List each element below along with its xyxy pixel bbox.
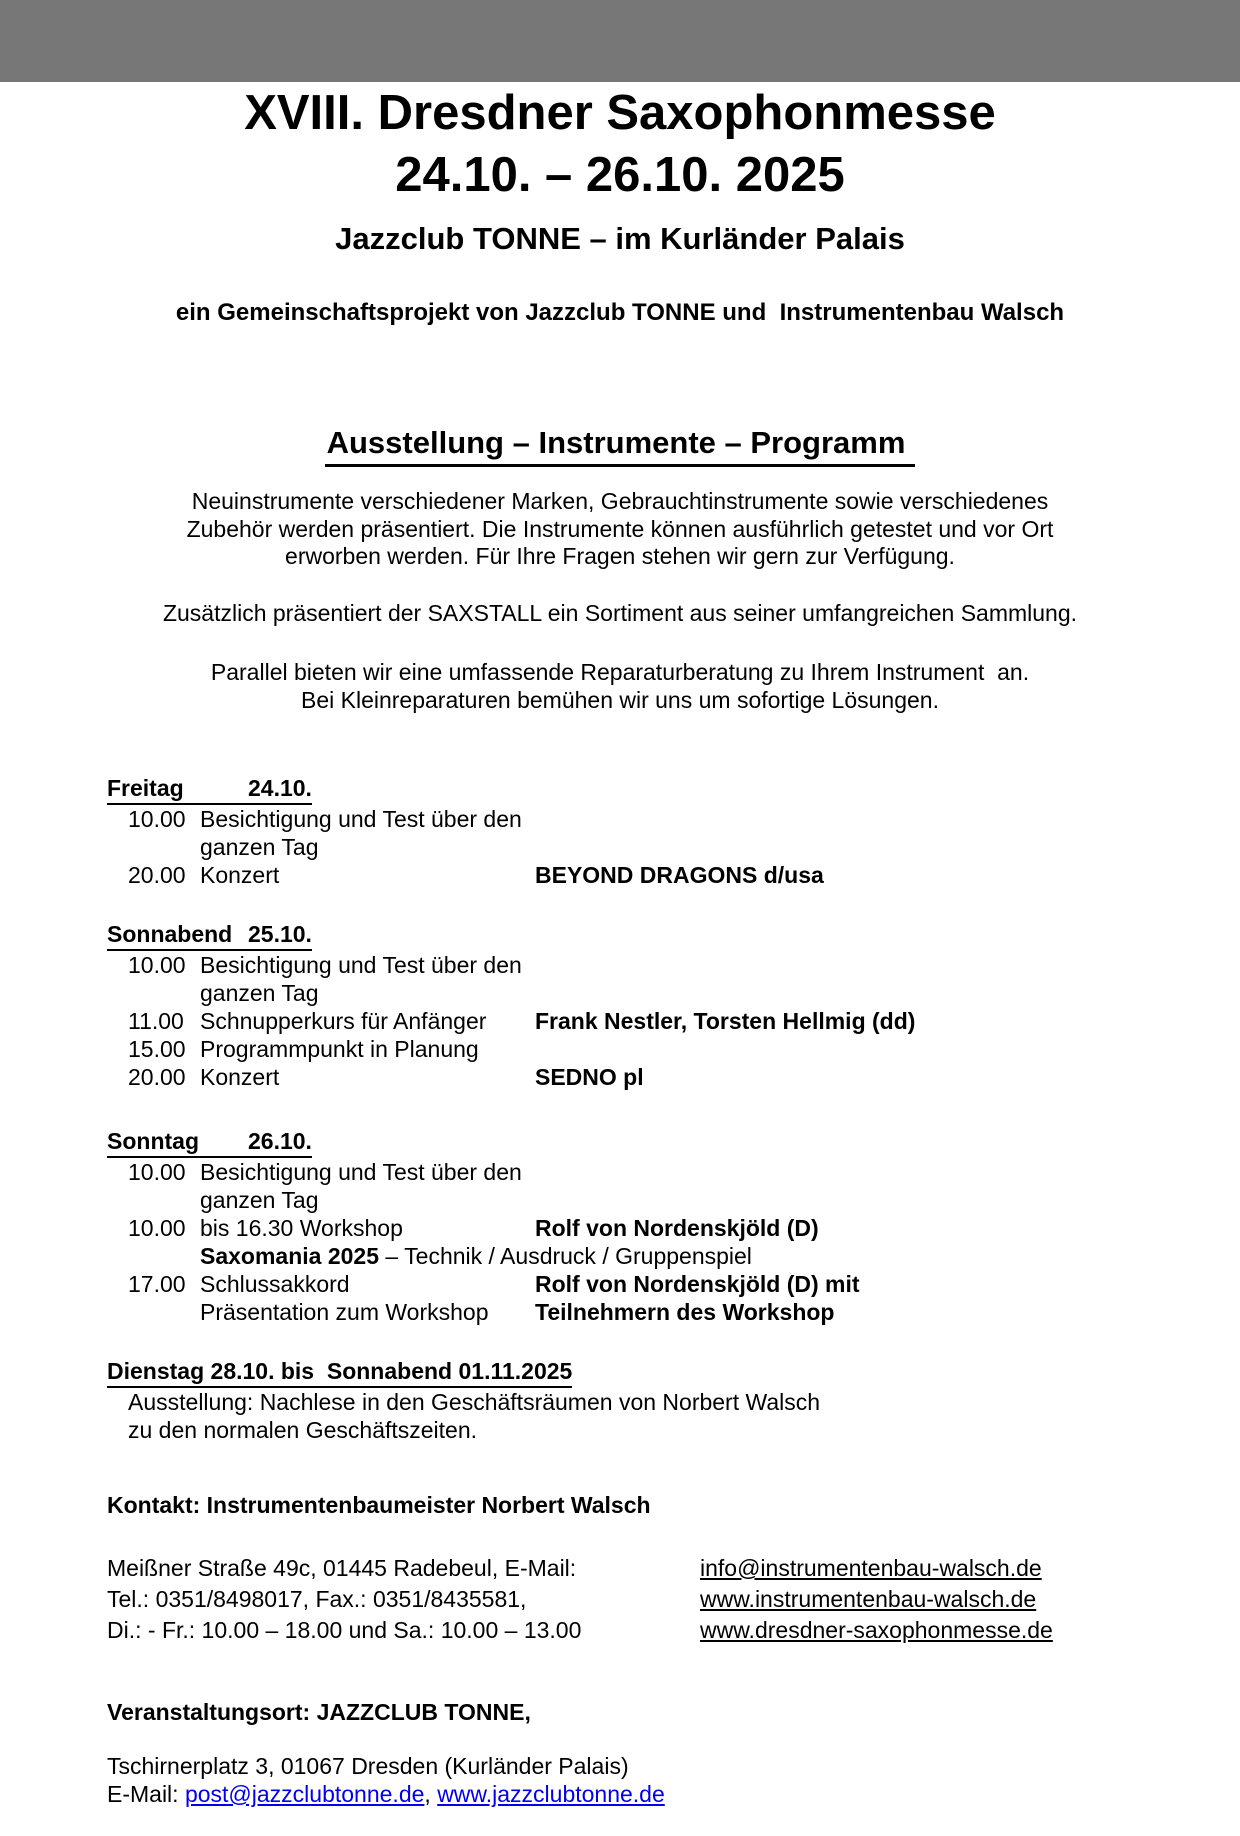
- schedule-row: [107, 1063, 1133, 1091]
- intro-line: Zubehör werden präsentiert. Die Instrumente können ausführlich getestet und vor Ort: [186, 515, 1054, 542]
- artist-cell: [535, 1035, 1133, 1063]
- saxstall-note: Zusätzlich präsentiert der SAXSTALL ein Sortiment aus seiner umfangreichen Sammlung.: [162, 599, 1078, 626]
- kontakt-heading: Kontakt: Instrumentenbaumeister Norbert Walsch: [107, 1492, 651, 1518]
- page-title-line2: 24.10. – 26.10. 2025: [395, 148, 845, 202]
- day-heading-sonnabend: [107, 920, 1133, 951]
- venue-email-line: [107, 1780, 1133, 1808]
- venue-email-link[interactable]: post@jazzclubtonne.de: [184, 1781, 425, 1807]
- schedule-row: [107, 951, 1133, 1007]
- aftershow-line: zu den normalen Geschäftszeiten.: [128, 1417, 478, 1443]
- venue-heading: Veranstaltungsort: JAZZCLUB TONNE,: [107, 1699, 531, 1725]
- artist-cell: [535, 951, 1133, 1007]
- time-cell: 20.00: [128, 1064, 186, 1090]
- day-name: Sonnabend: [107, 921, 233, 947]
- description-cell: Schnupperkurs für Anfänger: [200, 1008, 487, 1034]
- kontakt-left: Meißner Straße 49c, 01445 Radebeul, E-Mail:: [107, 1555, 577, 1581]
- aftershow-heading-text: Dienstag 28.10. bis Sonnabend 01.11.2025: [107, 1357, 572, 1388]
- repair-line: Parallel bieten wir eine umfassende Reparaturberatung zu Ihrem Instrument an.: [210, 659, 1030, 685]
- day-name: Freitag: [107, 775, 184, 801]
- artist-cell: Frank Nestler, Torsten Hellmig (dd): [535, 1008, 916, 1034]
- venue-subtitle: Jazzclub TONNE – im Kurländer Palais: [335, 221, 905, 256]
- repair-paragraph: [107, 659, 1133, 714]
- time-cell: [128, 1242, 200, 1270]
- schedule-row: [107, 1214, 1133, 1242]
- website-link-saxophonmesse[interactable]: www.dresdner-saxophonmesse.de: [700, 1617, 1053, 1643]
- project-note: ein Gemeinschaftsprojekt von Jazzclub TONNE und Instrumentenbau Walsch: [175, 299, 1065, 326]
- website-link-instrumentenbau[interactable]: www.instrumentenbau-walsch.de: [700, 1586, 1037, 1612]
- section-heading: [107, 424, 1133, 467]
- venue-address: Tschirnerplatz 3, 01067 Dresden (Kurländer Palais): [107, 1753, 629, 1779]
- artist-cell: Rolf von Nordenskjöld (D): [535, 1215, 819, 1241]
- schedule-row: [107, 1242, 1133, 1270]
- repair-line: Bei Kleinreparaturen bemühen wir uns um sofortige Lösungen.: [301, 686, 939, 713]
- schedule-row: [107, 1158, 1133, 1214]
- schedule-row: [107, 805, 1133, 861]
- section-heading-text: Ausstellung – Instrumente – Programm: [325, 424, 916, 467]
- artist-cell: [535, 1158, 1133, 1214]
- venue-link-separator: ,: [424, 1781, 438, 1807]
- day-date: 24.10.: [248, 775, 312, 801]
- kontakt-row: [107, 1553, 1133, 1584]
- description-cell: Programmpunkt in Planung: [200, 1036, 479, 1062]
- time-cell: 15.00: [128, 1036, 186, 1062]
- intro-line: erworben werden. Für Ihre Fragen stehen wir gern zur Verfügung.: [285, 543, 955, 569]
- day-name: Sonntag: [107, 1128, 199, 1154]
- page-title: [107, 82, 1133, 206]
- kontakt-row: [107, 1584, 1133, 1615]
- schedule-row: [107, 1035, 1133, 1063]
- intro-line: Neuinstrumente verschiedener Marken, Gebrauchtinstrumente sowie verschiedenes: [191, 488, 1049, 514]
- time-cell: 17.00: [128, 1271, 186, 1297]
- kontakt-rows: [107, 1553, 1133, 1646]
- day-heading-sonntag: [107, 1127, 1133, 1158]
- description-cell: Besichtigung und Test über den ganzen Tag: [200, 952, 522, 1006]
- aftershow-line: Ausstellung: Nachlese in den Geschäftsräumen von Norbert Walsch: [128, 1389, 821, 1415]
- time-cell: 10.00: [128, 952, 186, 978]
- aftershow-paragraph: [107, 1388, 1133, 1444]
- time-cell: [128, 1298, 200, 1326]
- schedule-row: [107, 861, 1133, 889]
- kontakt-left: Di.: - Fr.: 10.00 – 18.00 und Sa.: 10.00 – 13.00: [107, 1617, 582, 1643]
- venue-website-link[interactable]: www.jazzclubtonne.de: [437, 1781, 665, 1807]
- time-cell: 20.00: [128, 862, 186, 888]
- workshop-subtitle: – Technik / Ausdruck / Gruppenspiel: [379, 1243, 752, 1269]
- time-cell: 10.00: [128, 1159, 186, 1185]
- intro-paragraph: [107, 488, 1133, 571]
- artist-cell: BEYOND DRAGONS d/usa: [535, 862, 824, 888]
- day-date: 26.10.: [248, 1128, 312, 1154]
- description-cell: bis 16.30 Workshop: [200, 1215, 403, 1241]
- description-cell: Konzert: [200, 1064, 280, 1090]
- day-heading-freitag: [107, 774, 1133, 805]
- flyer-page: [0, 82, 1240, 1836]
- description-cell: Besichtigung und Test über den ganzen Tag: [200, 806, 522, 860]
- venue-email-label: E-Mail:: [107, 1781, 185, 1807]
- kontakt-left: Tel.: 0351/8498017, Fax.: 0351/8435581,: [107, 1586, 527, 1612]
- artist-cell: Teilnehmern des Workshop: [535, 1299, 835, 1325]
- description-cell: Besichtigung und Test über den ganzen Tag: [200, 1159, 522, 1213]
- description-cell: Konzert: [200, 862, 280, 888]
- day-date: 25.10.: [248, 921, 312, 947]
- description-cell: Schlussakkord: [200, 1271, 350, 1297]
- page-title-line1: XVIII. Dresdner Saxophonmesse: [244, 86, 996, 140]
- workshop-title: Saxomania 2025: [200, 1243, 380, 1269]
- description-cell: [200, 1242, 1133, 1270]
- schedule-row: [107, 1298, 1133, 1326]
- schedule-row: [107, 1270, 1133, 1298]
- artist-cell: [535, 805, 1133, 861]
- time-cell: 10.00: [128, 1215, 186, 1241]
- email-link-instrumentenbau[interactable]: info@instrumentenbau-walsch.de: [700, 1555, 1042, 1581]
- kontakt-row: [107, 1615, 1133, 1646]
- schedule-row: [107, 1007, 1133, 1035]
- description-cell: Präsentation zum Workshop: [200, 1299, 489, 1325]
- time-cell: 10.00: [128, 806, 186, 832]
- aftershow-heading: [107, 1357, 1133, 1388]
- artist-cell: SEDNO pl: [535, 1064, 644, 1090]
- time-cell: 11.00: [128, 1008, 184, 1034]
- artist-cell: Rolf von Nordenskjöld (D) mit: [535, 1271, 860, 1297]
